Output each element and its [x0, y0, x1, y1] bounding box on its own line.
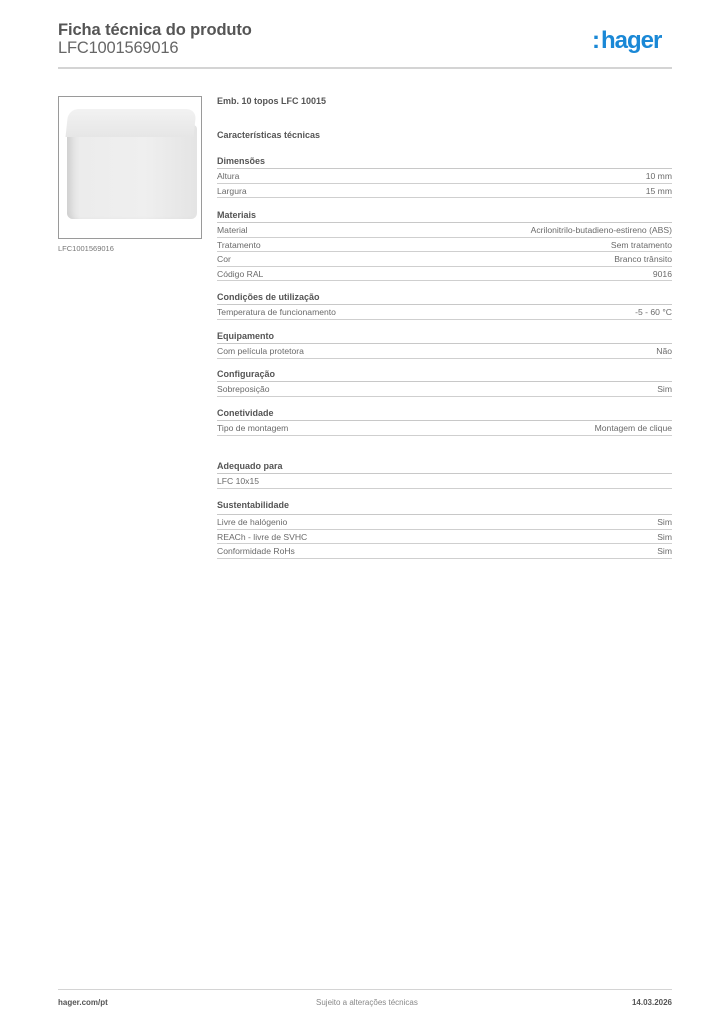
spec-group-equipment: [217, 330, 672, 359]
spec-label: Livre de halógenio: [217, 517, 288, 527]
group-title: Adequado para: [217, 460, 672, 474]
group-title: Conetividade: [217, 407, 672, 421]
spec-row: [217, 169, 672, 184]
spec-value: 9016: [652, 268, 672, 279]
spec-label: Conformidade RoHs: [217, 546, 295, 556]
spec-label: Material: [217, 225, 248, 235]
spec-label: Temperatura de funcionamento: [217, 307, 336, 317]
spec-row: [217, 344, 672, 359]
header-divider: [58, 67, 672, 69]
footer-divider: [58, 989, 672, 990]
spec-row: [217, 305, 672, 320]
page-title: Ficha técnica do produto: [58, 21, 252, 39]
spec-value: Sem tratamento: [610, 239, 672, 250]
spec-label: Tipo de montagem: [217, 423, 289, 433]
spec-label: Cor: [217, 254, 231, 264]
spec-value: Sim: [657, 384, 672, 394]
spec-group-dimensions: [217, 155, 672, 198]
spec-value: Acrilonitrilo-butadieno-estireno (ABS): [530, 225, 672, 235]
product-name: Emb. 10 topos LFC 10015: [217, 96, 327, 106]
spec-row: [217, 515, 672, 530]
group-title: Equipamento: [217, 330, 672, 344]
spec-row: [217, 382, 672, 397]
spec-label: Sobreposição: [217, 384, 270, 394]
spec-row: [217, 184, 672, 199]
product-box-top: [66, 109, 197, 137]
spec-row: [217, 267, 672, 282]
spec-value: Não: [656, 346, 672, 356]
hager-logo: [592, 27, 661, 55]
section-title: Características técnicas: [217, 130, 321, 140]
spec-value: Branco trânsito: [614, 254, 672, 264]
spec-row: [217, 544, 672, 559]
spec-row: [217, 238, 672, 253]
spec-value: 15 mm: [645, 185, 672, 196]
spec-group-sustainability: [217, 499, 672, 559]
spec-value: Montagem de clique: [594, 423, 672, 433]
spec-group-configuration: [217, 368, 672, 397]
logo-text: hager: [601, 27, 662, 54]
spec-group-materials: [217, 209, 672, 281]
logo-colon: :: [592, 27, 600, 54]
spec-row: [217, 223, 672, 238]
spec-value: Sim: [657, 517, 672, 527]
spec-row: [217, 252, 672, 267]
spec-label: Com película protetora: [217, 346, 304, 356]
product-code: LFC1001569016: [58, 39, 179, 57]
footer-date: 14.03.2026: [631, 998, 672, 1007]
spec-group-suitable-for: [217, 460, 672, 489]
footer-website-link[interactable]: hager.com/pt: [58, 998, 108, 1007]
group-title: Condições de utilização: [217, 291, 672, 305]
spec-group-usage-conditions: [217, 291, 672, 320]
spec-label: LFC 10x15: [217, 476, 260, 486]
spec-label: Código RAL: [217, 268, 264, 279]
spec-value: 10 mm: [645, 171, 672, 181]
group-title: Configuração: [217, 368, 672, 382]
spec-value: Sim: [657, 531, 672, 542]
spec-value: Sim: [657, 546, 672, 556]
spec-row: [217, 530, 672, 545]
spec-label: REACh - livre de SVHC: [217, 531, 308, 542]
spec-label: Largura: [217, 185, 247, 196]
spec-row: [217, 421, 672, 436]
spec-row: [217, 474, 672, 489]
spec-label: Altura: [217, 171, 240, 181]
spec-group-connectivity: [217, 407, 672, 436]
spec-value: -5 - 60 °C: [635, 307, 672, 317]
footer-notice: Sujeito a alterações técnicas: [316, 998, 418, 1007]
product-image-caption: LFC1001569016: [58, 244, 114, 253]
product-image: [58, 96, 202, 239]
spec-label: Tratamento: [217, 239, 261, 250]
product-box-front: [67, 125, 197, 219]
group-title: Dimensões: [217, 155, 672, 169]
group-title: Sustentabilidade: [217, 499, 672, 515]
group-title: Materiais: [217, 209, 672, 223]
